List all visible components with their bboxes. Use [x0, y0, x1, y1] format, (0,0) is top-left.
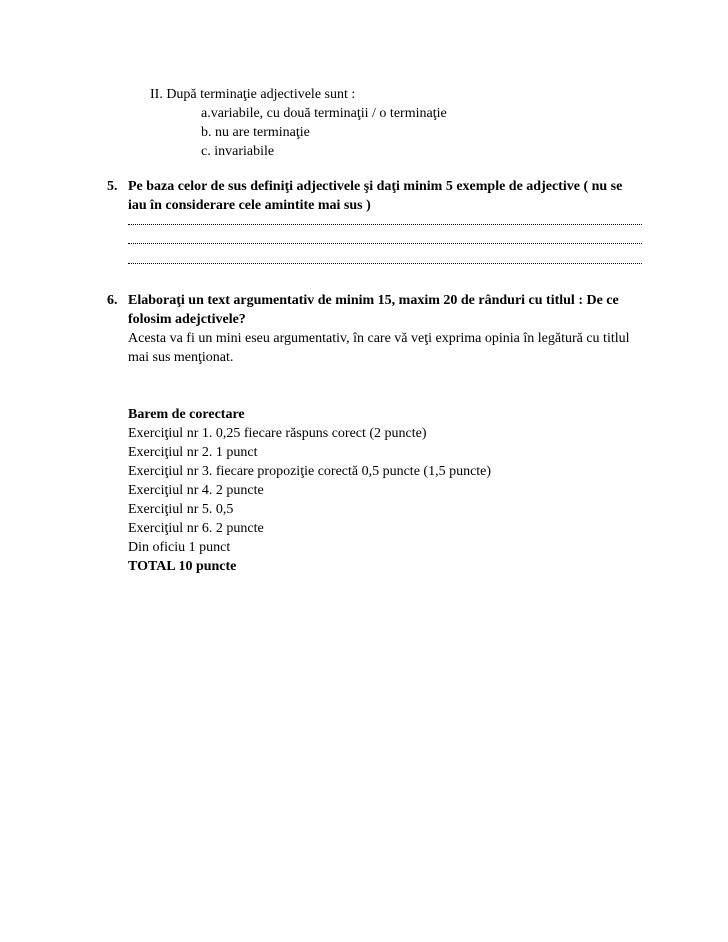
answer-dotted-line-3 — [128, 261, 642, 264]
answer-dotted-line-1 — [128, 222, 642, 225]
exercise-6-number: 6. — [107, 293, 118, 308]
option-a: a.variabile, cu două terminaţii / o terminaţie — [201, 106, 447, 121]
barem-item: Exerciţiul nr 5. 0,5 — [128, 502, 234, 517]
barem-item: Exerciţiul nr 4. 2 puncte — [128, 483, 264, 498]
barem-item: Exerciţiul nr 2. 1 punct — [128, 445, 258, 460]
option-c: c. invariabile — [201, 144, 275, 159]
option-b: b. nu are terminaţie — [201, 125, 310, 140]
barem-item: Exerciţiul nr 3. fiecare propoziţie corectă 0,5 puncte (1,5 puncte) — [128, 464, 492, 479]
barem-title: Barem de corectare — [128, 407, 245, 422]
exercise-5-prompt-line-2: iau în considerare cele amintite mai sus ) — [128, 198, 371, 213]
exercise-6-body-line-2: mai sus menţionat. — [128, 350, 234, 365]
exercise-5-prompt-line-1: Pe baza celor de sus definiţi adjectivele şi daţi minim 5 exemple de adjective ( nu se — [128, 179, 623, 194]
exercise-6-body-line-1: Acesta va fi un mini eseu argumentativ, în care vă veţi exprima opinia în legătură cu titlul — [128, 331, 630, 346]
exercise-6-prompt-line-1: Elaboraţi un text argumentativ de minim 15, maxim 20 de rânduri cu titlul : De ce — [128, 293, 619, 308]
barem-item: Din oficiu 1 punct — [128, 540, 231, 555]
barem-item: Exerciţiul nr 6. 2 puncte — [128, 521, 264, 536]
exercise-5-number: 5. — [107, 179, 118, 194]
barem-total: TOTAL 10 puncte — [128, 559, 237, 574]
section-ii-heading: II. După terminaţie adjectivele sunt : — [150, 87, 356, 102]
answer-dotted-line-2 — [128, 241, 642, 244]
exercise-6-prompt-line-2: folosim adejctivele? — [128, 312, 246, 327]
barem-item: Exerciţiul nr 1. 0,25 fiecare răspuns corect (2 puncte) — [128, 426, 427, 441]
